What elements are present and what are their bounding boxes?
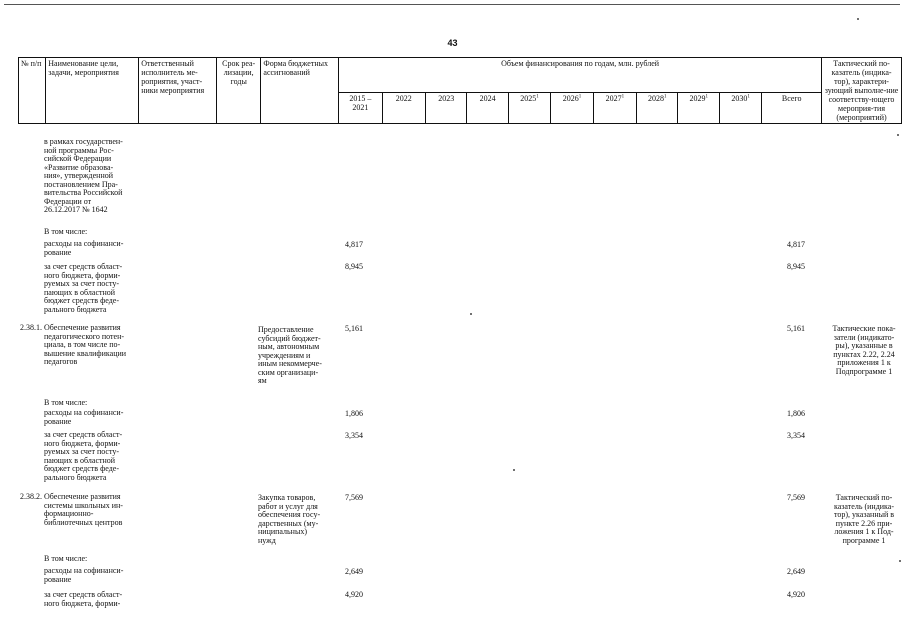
row-name: расходы на софинанси- рование	[44, 408, 124, 426]
header-num: № п/п	[19, 58, 46, 124]
header-responsible: Ответственный исполнитель ме-роприятия, участ-ники мероприятия	[139, 58, 217, 124]
row-indicator: Тактические пока- затели (индикато- ры), указанные в пунктах 2.22, 2.24 приложения 1 к Подпрограмме 1	[832, 324, 896, 376]
scan-speck	[899, 560, 901, 562]
row-name: В том числе:	[44, 398, 88, 407]
year-header	[426, 93, 467, 124]
row-value-total: 7,569	[787, 493, 805, 502]
row-value-total: 8,945	[787, 262, 805, 271]
year-header	[467, 93, 508, 124]
row-value-total: 1,806	[787, 409, 805, 418]
row-value-total: 4,920	[787, 590, 805, 599]
row-value-total: 2,649	[787, 567, 805, 576]
scan-speck	[513, 469, 515, 471]
row-value-2015-2021: 2,649	[345, 567, 363, 576]
financing-table-header	[18, 57, 902, 124]
row-value-total: 5,161	[787, 324, 805, 333]
row-name: Обеспечение развития системы школьных ин- формационно- библиотечных центров	[44, 492, 123, 527]
year-label: 2027	[605, 94, 622, 103]
year-header	[637, 93, 678, 124]
year-sup: 1	[664, 94, 667, 100]
scan-speck	[470, 313, 472, 315]
year-sup: 1	[621, 94, 625, 100]
year-label: 2022	[395, 94, 412, 103]
top-rule	[4, 4, 900, 5]
year-header	[382, 93, 425, 124]
header-years-title: Объем финансирования по годам, млн. рублей	[339, 58, 822, 93]
row-name: за счет средств област- ного бюджета, форми-	[44, 590, 123, 608]
row-num: 2.38.1.	[20, 323, 42, 332]
row-form: Закупка товаров, работ и услуг для обеспечения госу- дарственных (му- ниципальных) нужд	[258, 493, 321, 545]
year-header	[593, 93, 636, 124]
year-header	[508, 93, 550, 124]
year-label: 2029	[689, 94, 706, 103]
year-label: 2026	[562, 94, 579, 103]
row-value-2015-2021: 8,945	[345, 262, 363, 271]
year-sup: 1	[705, 94, 708, 100]
row-value-2015-2021: 3,354	[345, 431, 363, 440]
scan-speck	[857, 18, 859, 20]
row-form: Предоставление субсидий бюджет- ным, автономным учреждениям и иным некоммерче- ским организаци- ям	[258, 325, 322, 385]
year-sup: 1	[578, 94, 582, 100]
row-name: Обеспечение развития педагогического потен- циала, в том числе по- вышение квалификации педагогов	[44, 323, 127, 366]
row-num: 2.38.2.	[20, 492, 42, 501]
row-name: за счет средств област- ного бюджета, форми- руемых за счет посту- пающих в областной бюджет средств феде- рального бюджета	[44, 430, 123, 482]
row-name: В том числе:	[44, 227, 88, 236]
year-sup: 1	[747, 94, 750, 100]
row-name: расходы на софинанси- рование	[44, 566, 124, 584]
header-indicator: Тактический по-казатель (индика-тор), характери-зующий выполне-ние соответству-ющего мероприя-тия (мероприятий)	[822, 58, 902, 124]
header-term: Срок реа-лизации, годы	[216, 58, 260, 124]
row-value-total: 3,354	[787, 431, 805, 440]
year-header	[762, 93, 822, 124]
year-label: 2030	[731, 94, 748, 103]
row-indicator: Тактический по- казатель (индика- тор), указанный в пункте 2.26 при- ложения 1 к Под- программе 1	[833, 493, 895, 545]
year-header	[678, 93, 719, 124]
row-name: В том числе:	[44, 554, 88, 563]
year-label: Всего	[781, 94, 802, 103]
row-value-total: 4,817	[787, 240, 805, 249]
year-label: 2015 – 2021	[349, 94, 372, 112]
row-value-2015-2021: 4,920	[345, 590, 363, 599]
year-label: 2023	[438, 94, 455, 103]
scan-speck	[897, 134, 899, 136]
header-name: Наименование цели, задачи, мероприятия	[46, 58, 139, 124]
row-value-2015-2021: 1,806	[345, 409, 363, 418]
year-label: 2024	[479, 94, 496, 103]
row-name: расходы на софинанси- рование	[44, 239, 124, 257]
year-label: 2028	[648, 94, 665, 103]
year-header	[339, 93, 382, 124]
row-name: за счет средств област- ного бюджета, форми- руемых за счет посту- пающих в областной бюджет средств феде- рального бюджета	[44, 262, 123, 314]
year-header	[719, 93, 761, 124]
page-number: 43	[447, 38, 458, 48]
row-name: в рамках государствен- ной программы Рос- сийской Федерации «Развитие образова- ния», утвержденной постановлением Пра- вительства Российской Федерации от 26.12.2017 № 1642	[44, 137, 123, 214]
row-value-2015-2021: 7,569	[345, 493, 363, 502]
year-header	[551, 93, 593, 124]
row-value-2015-2021: 4,817	[345, 240, 363, 249]
row-value-2015-2021: 5,161	[345, 324, 363, 333]
header-form: Форма бюджетных ассигнований	[261, 58, 339, 124]
year-sup: 1	[536, 94, 539, 100]
year-label: 2025	[520, 94, 537, 103]
